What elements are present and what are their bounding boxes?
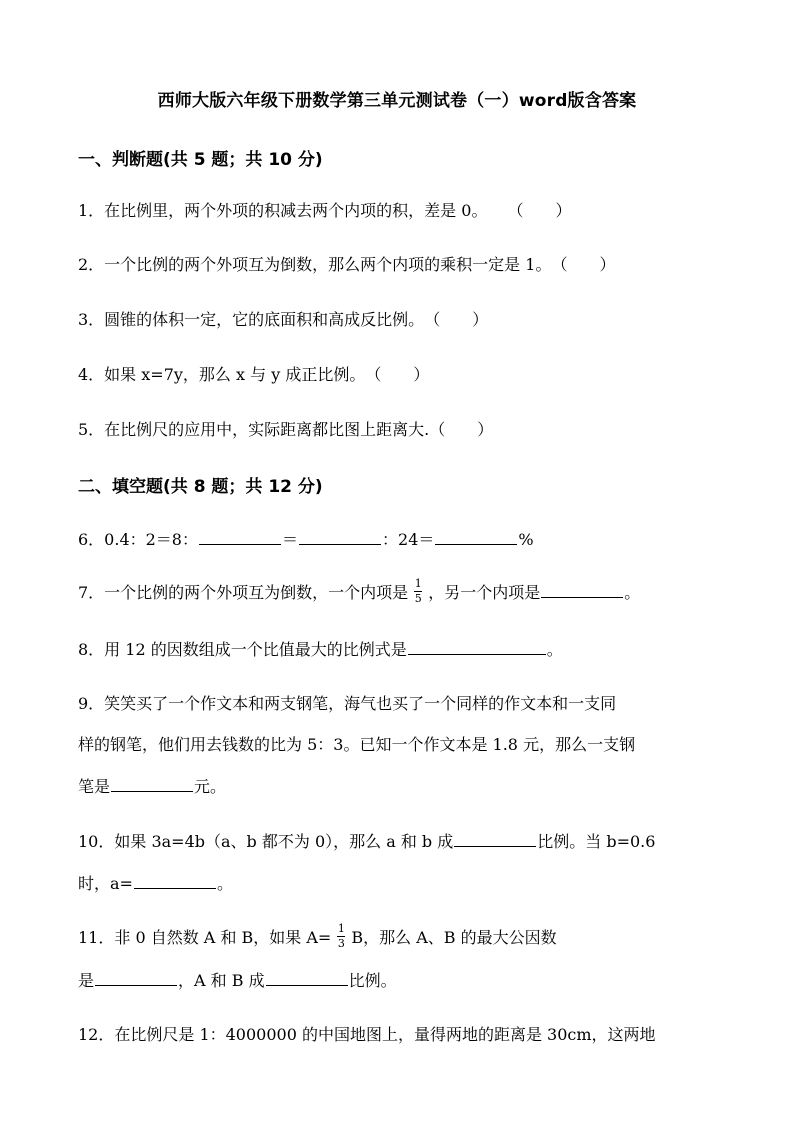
section-heading-fill-blank: 二、填空题(共 8 题；共 12 分) <box>78 477 323 497</box>
question-8 <box>78 637 563 660</box>
question-3 <box>78 307 488 330</box>
question-6 <box>78 527 534 550</box>
fraction-denominator: 3 <box>337 937 345 950</box>
fraction-numerator: 1 <box>337 922 345 935</box>
fraction-numerator: 1 <box>414 577 422 590</box>
question-1 <box>78 198 571 221</box>
question-2 <box>78 252 615 275</box>
fraction <box>414 578 422 605</box>
answer-parentheses[interactable]: （ ） <box>507 201 572 220</box>
question-11-line-2 <box>78 968 397 991</box>
question-text: 比例。 <box>348 971 397 990</box>
question-text: 笔是 <box>78 777 111 796</box>
question-text: 是 <box>78 971 95 990</box>
question-text: 比例。当 b=0.6 <box>537 832 656 851</box>
question-text: 。 <box>546 640 563 659</box>
question-9-line-1: 9．笑笑买了一个作文本和两支钢笔，海气也买了一个同样的作文本和一支同 <box>78 694 617 713</box>
question-text: 元。 <box>194 777 227 796</box>
question-text: ，另一个内项是 <box>428 583 541 602</box>
question-text: 2．一个比例的两个外项互为倒数，那么两个内项的乘积一定是 1。 <box>78 255 552 274</box>
answer-blank[interactable] <box>454 845 536 847</box>
question-text: % <box>518 530 534 549</box>
question-7 <box>78 577 641 607</box>
answer-parentheses[interactable]: （ ） <box>424 310 489 329</box>
answer-blank[interactable] <box>266 984 348 986</box>
question-text: 5．在比例尺的应用中，实际距离都比图上距离大. <box>78 420 430 439</box>
question-text: ，A 和 B 成 <box>178 971 265 990</box>
question-12-line-1: 12．在比例尺是 1：4000000 的中国地图上，量得两地的距离是 30cm，这两地 <box>78 1025 656 1044</box>
question-11-line-1 <box>78 922 557 952</box>
question-text: 1．在比例里，两个外项的积减去两个内项的积，差是 0。 <box>78 201 488 220</box>
answer-parentheses[interactable]: （ ） <box>365 365 430 384</box>
question-9-line-2: 样的钢笔，他们用去钱数的比为 5：3。已知一个作文本是 1.8 元，那么一支钢 <box>78 735 636 754</box>
question-text: ：24＝ <box>382 530 435 549</box>
question-text: 11．非 0 自然数 A 和 B，如果 A= <box>78 928 332 947</box>
question-text: 8．用 12 的因数组成一个比值最大的比例式是 <box>78 640 407 659</box>
question-5 <box>78 417 493 440</box>
answer-blank[interactable] <box>435 543 517 545</box>
question-text: 4．如果 x=7y，那么 x 与 y 成正比例。 <box>78 365 366 384</box>
fraction <box>337 923 345 950</box>
question-text: 。 <box>216 874 233 893</box>
answer-parentheses[interactable]: （ ） <box>551 255 616 274</box>
section-heading-judgment: 一、判断题(共 5 题；共 10 分) <box>78 150 323 170</box>
question-text: 7．一个比例的两个外项互为倒数，一个内项是 <box>78 583 409 602</box>
question-10-line-2 <box>78 871 233 894</box>
question-text: B，那么 A、B 的最大公因数 <box>351 928 557 947</box>
question-9-line-3 <box>78 774 226 797</box>
question-text: 时，a= <box>78 874 133 893</box>
question-text: 6．0.4：2＝8： <box>78 530 198 549</box>
fraction-denominator: 5 <box>414 592 422 605</box>
answer-blank[interactable] <box>408 653 546 655</box>
question-text: 。 <box>624 583 641 602</box>
question-text: 3．圆锥的体积一定，它的底面积和高成反比例。 <box>78 310 425 329</box>
answer-blank[interactable] <box>134 887 216 889</box>
answer-blank[interactable] <box>199 543 281 545</box>
question-text: 10．如果 3a=4b（a、b 都不为 0），那么 a 和 b 成 <box>78 832 454 851</box>
page-title: 西师大版六年级下册数学第三单元测试卷（一）word版含答案 <box>157 91 637 111</box>
question-4 <box>78 362 429 385</box>
answer-blank[interactable] <box>95 984 177 986</box>
answer-blank[interactable] <box>299 543 381 545</box>
answer-parentheses[interactable]: （ ） <box>429 420 494 439</box>
answer-blank[interactable] <box>541 596 623 598</box>
answer-blank[interactable] <box>111 790 193 792</box>
question-10-line-1 <box>78 829 655 852</box>
question-text: ＝ <box>282 530 299 549</box>
